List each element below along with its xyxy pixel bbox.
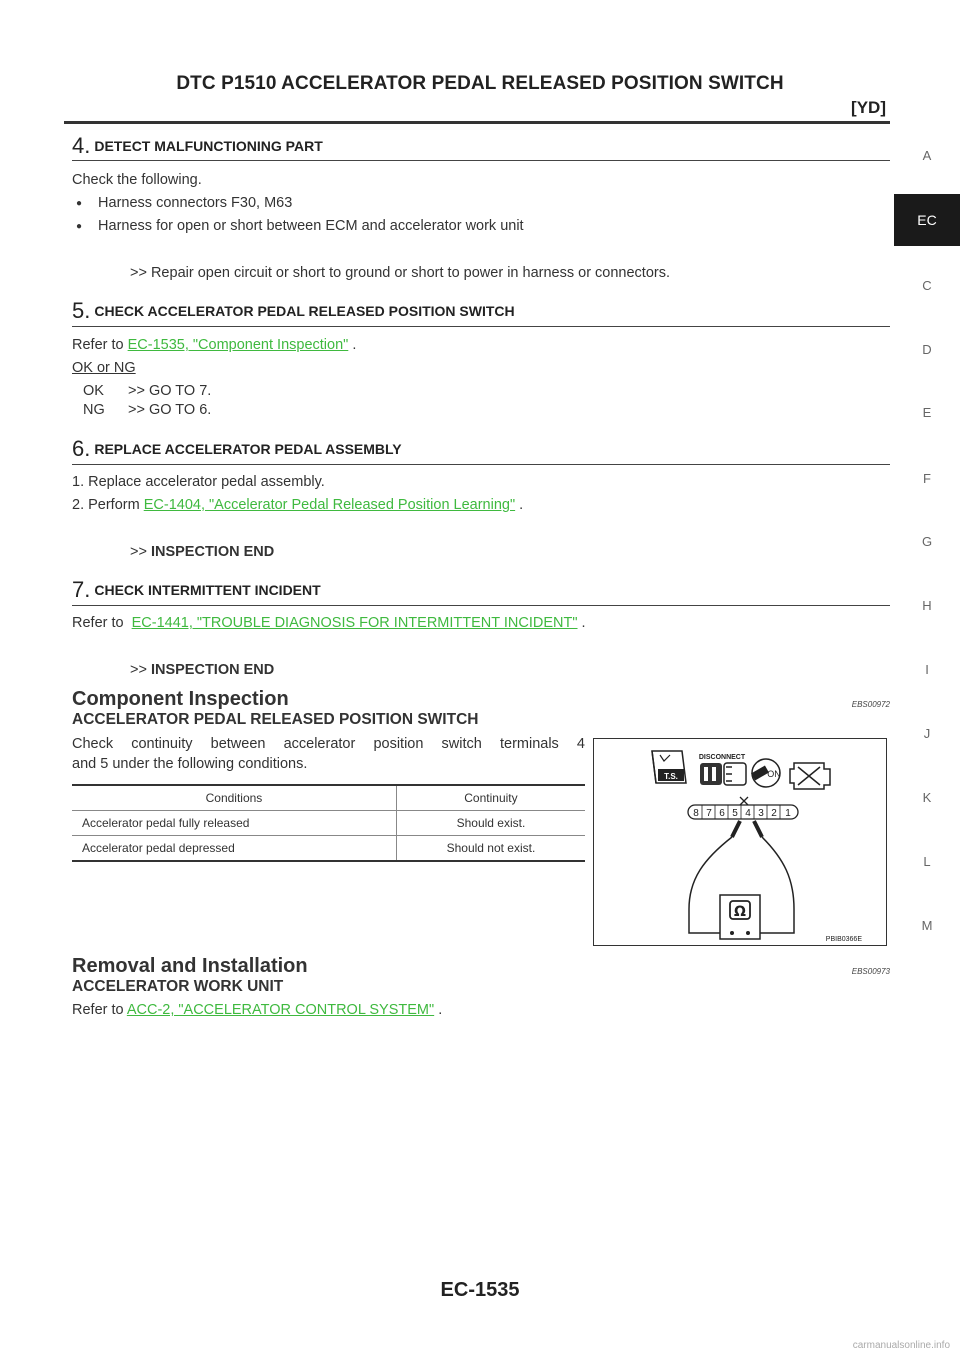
terminal-label: 5	[732, 808, 738, 819]
step-5-ok-result: >> GO TO 7.	[128, 383, 212, 399]
step-5-refer-suffix: .	[352, 337, 357, 353]
terminal-label: 1	[785, 808, 791, 819]
ts-manual-icon	[652, 751, 686, 783]
figure-disconnect-label: DISCONNECT	[698, 754, 746, 761]
step-7-heading	[72, 577, 321, 603]
terminal-label: 6	[719, 808, 725, 819]
continuity-table	[72, 784, 585, 862]
engine-variant: [YD]	[851, 98, 886, 117]
step-6-heading	[72, 436, 402, 462]
step-4-intro: Check the following.	[72, 172, 202, 188]
terminal-label: 4	[745, 808, 751, 819]
step-5-decision: OK or NG	[72, 360, 136, 376]
step-7-refer-suffix: .	[581, 615, 586, 631]
step-6-item-1: 1. Replace accelerator pedal assembly.	[72, 474, 325, 490]
step-4-number: 4.	[72, 133, 91, 158]
side-index-g[interactable]: G	[921, 534, 933, 549]
step-7-refer-prefix: Refer to	[72, 615, 124, 631]
table-row	[72, 836, 585, 862]
step-4-bullet-1: ● Harness connectors F30, M63	[76, 195, 292, 211]
side-index-e[interactable]: E	[922, 405, 932, 420]
step-7-result	[130, 662, 274, 678]
page-number: EC-1535	[440, 1279, 520, 1301]
removal-refer-suffix: .	[438, 1002, 443, 1018]
step-5-rule	[72, 326, 890, 327]
side-index-i[interactable]: I	[925, 662, 929, 677]
table-cell-condition: Accelerator pedal depressed	[72, 836, 396, 862]
step-7-refer	[72, 615, 586, 631]
step-5-heading	[72, 298, 515, 324]
step-7-number: 7.	[72, 577, 91, 602]
removal-refer-link[interactable]: ACC-2, "ACCELERATOR CONTROL SYSTEM"	[126, 1002, 435, 1018]
step-5-ng-result: >> GO TO 6.	[128, 402, 212, 418]
step-5-title: CHECK ACCELERATOR PEDAL RELEASED POSITION SWITCH	[94, 303, 515, 319]
side-index-c[interactable]: C	[922, 278, 932, 293]
table-header-row	[72, 785, 585, 811]
table-cell-condition: Accelerator pedal fully released	[72, 811, 396, 836]
step-5-refer-prefix: Refer to	[72, 337, 124, 353]
side-index-h[interactable]: H	[922, 598, 932, 613]
step-4-heading	[72, 133, 323, 159]
component-inspection-subtitle: ACCELERATOR PEDAL RELEASED POSITION SWITCH	[72, 711, 479, 728]
side-index-m[interactable]: M	[921, 918, 933, 933]
removal-installation-code: EBS00973	[851, 967, 890, 976]
terminal-label: 2	[771, 808, 777, 819]
probe-marker-x	[740, 797, 748, 805]
component-inspection-code: EBS00972	[851, 700, 890, 709]
step-6-rule	[72, 464, 890, 465]
watermark: carmanualsonline.info	[852, 1340, 950, 1351]
side-index-f[interactable]: F	[923, 471, 931, 486]
continuity-check-figure	[593, 738, 887, 946]
terminal-label: 3	[758, 808, 764, 819]
figure-on-label: ON	[767, 769, 781, 779]
removal-refer	[72, 1002, 442, 1018]
terminal-label: 7	[706, 808, 712, 819]
terminal-label: 8	[693, 808, 699, 819]
step-5-ng-label: NG	[83, 402, 105, 418]
step-6-item-2	[72, 497, 523, 513]
figure-ts-label: T.S.	[664, 772, 678, 781]
step-4-result: >> Repair open circuit or short to ground or short to power in harness or connectors.	[130, 265, 671, 281]
step-5-refer-link[interactable]: EC-1535, "Component Inspection"	[127, 337, 349, 353]
table-cell-continuity: Should not exist.	[396, 836, 585, 862]
removal-installation-title: Removal and Installation	[72, 955, 308, 977]
step-5-number: 5.	[72, 298, 91, 323]
table-header-conditions: Conditions	[72, 785, 396, 811]
table-cell-continuity: Should exist.	[396, 811, 585, 836]
connector-terminals	[688, 805, 798, 819]
step-4-bullet-2: ● Harness for open or short between ECM and accelerator work unit	[76, 218, 524, 234]
step-7-title: CHECK INTERMITTENT INCIDENT	[94, 582, 321, 598]
component-inspection-text-1: Check continuity between accelerator position switch terminals 4	[72, 736, 585, 752]
step-7-result-prefix: >>	[130, 662, 147, 678]
engine-off-icon	[790, 763, 830, 789]
step-6-result	[130, 544, 274, 560]
table-header-continuity: Continuity	[396, 785, 585, 811]
removal-installation-subtitle: ACCELERATOR WORK UNIT	[72, 978, 284, 995]
step-5-ok-label: OK	[83, 383, 104, 399]
table-row	[72, 811, 585, 836]
step-6-item-2-link[interactable]: EC-1404, "Accelerator Pedal Released Position Learning"	[143, 497, 516, 513]
side-index-ec-active[interactable]: EC	[894, 194, 960, 246]
side-index-a[interactable]: A	[922, 148, 932, 163]
figure-id: PBIB0366E	[825, 936, 862, 943]
step-7-result-text: INSPECTION END	[150, 662, 275, 678]
step-6-title: REPLACE ACCELERATOR PEDAL ASSEMBLY	[94, 441, 402, 457]
side-index-j[interactable]: J	[923, 726, 931, 741]
page-title: DTC P1510 ACCELERATOR PEDAL RELEASED POSITION SWITCH	[176, 73, 784, 94]
step-4-title: DETECT MALFUNCTIONING PART	[94, 138, 323, 154]
removal-refer-prefix: Refer to	[72, 1002, 124, 1018]
disconnect-connector-icon	[699, 754, 746, 785]
step-4-rule	[72, 160, 890, 161]
ignition-on-icon	[751, 759, 781, 787]
step-6-result-prefix: >>	[130, 544, 147, 560]
side-index-l[interactable]: L	[923, 854, 931, 869]
ohm-symbol: Ω	[734, 904, 746, 920]
ohmmeter-icon	[720, 895, 760, 939]
step-5-refer	[72, 337, 356, 353]
component-inspection-title: Component Inspection	[72, 688, 289, 710]
step-7-refer-link[interactable]: EC-1441, "TROUBLE DIAGNOSIS FOR INTERMITTENT INCIDENT"	[131, 615, 578, 631]
component-inspection-text-2: and 5 under the following conditions.	[72, 756, 308, 772]
step-7-rule	[72, 605, 890, 606]
side-index-k[interactable]: K	[922, 790, 932, 805]
figure-illustration	[594, 739, 886, 945]
header-rule	[64, 121, 890, 124]
side-index-d[interactable]: D	[922, 342, 932, 357]
step-6-item-2-suffix: .	[519, 497, 524, 513]
step-6-number: 6.	[72, 436, 91, 461]
step-6-item-2-prefix: 2. Perform	[72, 497, 140, 513]
step-6-result-text: INSPECTION END	[150, 544, 275, 560]
